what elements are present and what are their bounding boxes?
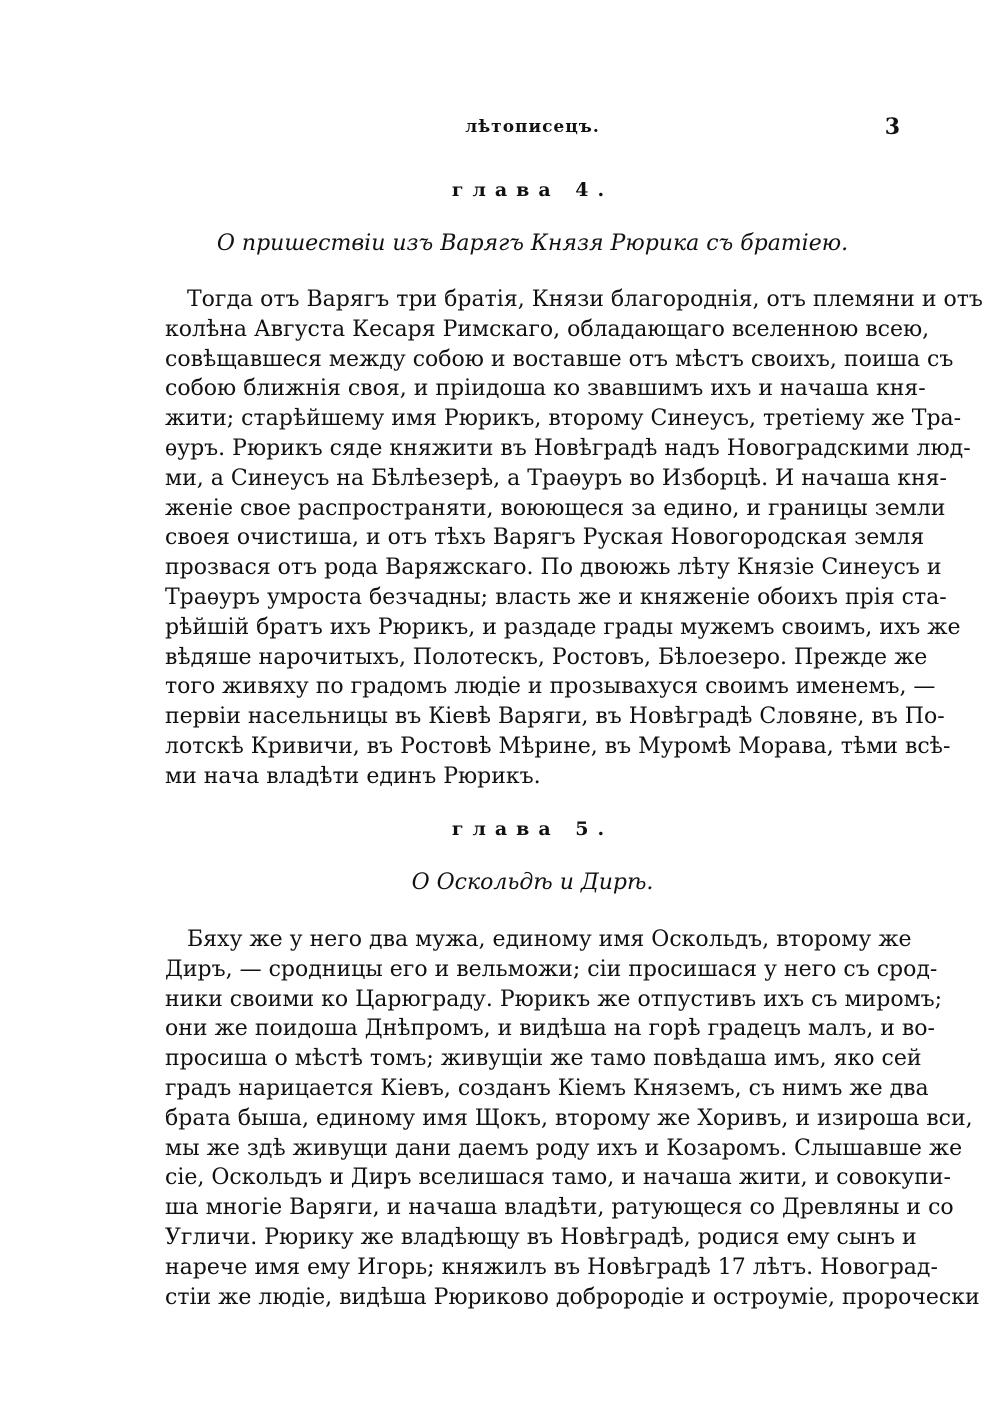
text-line: Траѳуръ умроста безчадны; власть же и княженіе обоихъ прія ста- xyxy=(165,584,947,610)
text-line: они же поидоша Днѣпромъ, и видѣша на горѣ градецъ малъ, и во- xyxy=(165,1016,935,1042)
chapter-5-heading: глава 5. xyxy=(451,818,614,840)
text-line: Тогда отъ Варягъ три братія, Князи благороднія, отъ племяни и отъ xyxy=(187,287,983,312)
text-line: брата быша, единому имя Щокъ, второму же Хоривъ, и изироша вси, xyxy=(165,1105,973,1131)
text-line: совѣщавшеся между собою и воставше отъ мѣстъ своихъ, поиша съ xyxy=(165,346,954,372)
text-line: ѳуръ. Рюрикъ сяде княжити въ Новѣградѣ надъ Новоградскими люд- xyxy=(165,435,971,461)
text-line: нарече имя ему Игорь; княжилъ въ Новѣградѣ 17 лѣтъ. Новоград- xyxy=(165,1254,938,1280)
running-head xyxy=(165,112,900,142)
text-line: градъ нарицается Кіевъ, созданъ Кіемъ Княземъ, съ нимъ же два xyxy=(165,1075,929,1101)
text-line: ники своими ко Царюграду. Рюрикъ же отпустивъ ихъ съ миромъ; xyxy=(165,986,943,1012)
text-line: Диръ, — сродницы его и вельможи; сіи просишася у него съ срод- xyxy=(165,956,938,982)
chapter-5-subtitle: О Оскольдѣ и Дирѣ. xyxy=(411,870,654,895)
chapter-5-text xyxy=(165,925,980,1312)
text-line: мы же здѣ живущи дани даемъ роду ихъ и Козаромъ. Слышавше же xyxy=(165,1135,963,1161)
page-number: 3 xyxy=(884,114,900,140)
chapter-4-text xyxy=(165,285,983,792)
text-line: просиша о мѣстѣ томъ; живущіи же тамо повѣдаша имъ, яко сей xyxy=(165,1046,922,1072)
text-line: жити; старѣйшему имя Рюрикъ, второму Синеусъ, третіему же Тра- xyxy=(165,406,962,432)
text-line: ми нача владѣти единъ Рюрикъ. xyxy=(165,763,541,789)
text-line: первіи насельницы въ Кіевѣ Варяги, въ Новѣградѣ Словяне, въ По- xyxy=(165,704,945,730)
text-line: колѣна Августа Кесаря Римскаго, обладающаго вселенною всею, xyxy=(165,316,930,342)
text-line: сіе, Оскольдъ и Диръ вселишася тамо, и начаша жити, и совокупи- xyxy=(165,1165,951,1191)
chapter-4-subtitle: О пришествіи изъ Варягъ Князя Рюрика съ братіею. xyxy=(216,231,849,256)
text-line: того живяху по градомъ людіе и прозывахуся своимъ именемъ, — xyxy=(165,674,936,700)
text-line: рѣйшій братъ ихъ Рюрикъ, и раздаде грады мужемъ своимъ, ихъ же xyxy=(165,614,961,640)
text-line: Бяху же у него два мужа, единому имя Оскольдъ, второму же xyxy=(187,927,912,952)
text-line: стіи же людіе, видѣша Рюриково доброродіе и остроуміе, пророчески xyxy=(165,1284,980,1310)
text-line: собою ближнія своя, и пріидоша ко звавшимъ ихъ и начаша кня- xyxy=(165,376,926,402)
text-line: женіе свое распространяти, воюющеся за едино, и границы земли xyxy=(165,495,946,521)
text-line: лотскѣ Кривичи, въ Ростовѣ Мѣрине, въ Муромѣ Морава, тѣми всѣ- xyxy=(165,733,951,759)
text-line: ша многіе Варяги, и начаша владѣти, ратующеся со Древляны и со xyxy=(165,1195,954,1221)
running-title: лѣтописецъ. xyxy=(465,117,600,137)
text-line: прозвася отъ рода Варяжскаго. По двоюжь лѣту Князіе Синеусъ и xyxy=(165,555,942,581)
text-line: ми, а Синеусъ на Бѣлѣезерѣ, а Траѳуръ во Изборцѣ. И начаша кня- xyxy=(165,465,947,491)
text-line: вѣдяше нарочитыхъ, Полотескъ, Ростовъ, Бѣлоезеро. Прежде же xyxy=(165,644,928,670)
text-line: своея очистиша, и отъ тѣхъ Варягъ Руская Новогородская земля xyxy=(165,525,925,551)
text-line: Угличи. Рюрику же владѣющу въ Новѣградѣ, родися ему сынъ и xyxy=(165,1224,917,1250)
chapter-4-heading: глава 4. xyxy=(451,179,614,201)
